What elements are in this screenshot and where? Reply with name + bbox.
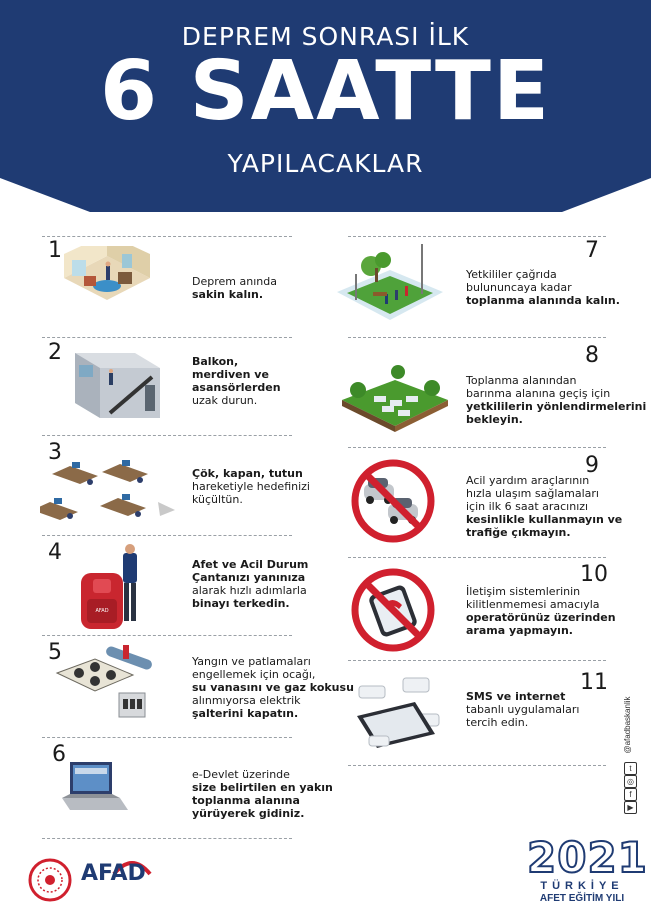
government-seal-icon bbox=[28, 858, 72, 902]
divider bbox=[42, 838, 292, 839]
step-text-line: sakin kalın. bbox=[192, 288, 264, 301]
step-text-line: Çantanızı yanınıza bbox=[192, 571, 306, 584]
building-stairs-illustration bbox=[65, 343, 165, 428]
step-text-line: binayı terkedin. bbox=[192, 597, 290, 610]
step-text bbox=[192, 558, 308, 610]
divider bbox=[348, 765, 606, 766]
divider bbox=[348, 337, 606, 338]
divider bbox=[42, 737, 292, 738]
step-text-line: merdiven ve bbox=[192, 368, 269, 381]
step-text-line: Balkon, bbox=[192, 355, 239, 368]
footer-year: 2021 bbox=[527, 833, 648, 882]
step-text-line: alarak hızlı adımlarla bbox=[192, 584, 307, 597]
step-text-line: arama yapmayın. bbox=[466, 624, 573, 637]
header-title: 6 SAATTE bbox=[100, 44, 551, 139]
step-text-line: trafiğe çıkmayın. bbox=[466, 526, 571, 539]
step-number: 3 bbox=[48, 440, 62, 465]
step-text bbox=[192, 275, 277, 301]
laptop-illustration bbox=[60, 758, 130, 818]
step-text-line: Yangın ve patlamaları bbox=[192, 655, 311, 668]
assembly-area-illustration bbox=[335, 240, 445, 328]
step-text-line: operatörünüz üzerinden bbox=[466, 611, 616, 624]
step-text-line: Acil yardım araçlarının bbox=[466, 474, 590, 487]
step-number: 8 bbox=[585, 343, 599, 368]
step-text-line: bulununcaya kadar bbox=[466, 281, 572, 294]
step-text-line: barınma alanına geçiş için bbox=[466, 387, 611, 400]
step-text bbox=[466, 268, 620, 307]
step-text-line: tercih edin. bbox=[466, 716, 529, 729]
step-text-line: kilitlenmemesi amacıyla bbox=[466, 598, 600, 611]
step-text-line: tabanlı uygulamaları bbox=[466, 703, 580, 716]
step-text bbox=[192, 355, 281, 407]
emergency-bag-illustration bbox=[75, 543, 155, 635]
instagram-icon[interactable]: ◎ bbox=[624, 775, 637, 788]
step-text-line: şalterini kapatın. bbox=[192, 707, 299, 720]
no-cars-illustration bbox=[350, 458, 436, 544]
step-text-line: yetkililerin yönlendirmelerini bbox=[466, 400, 647, 413]
step-text bbox=[466, 374, 646, 426]
step-text-line: asansörlerden bbox=[192, 381, 281, 394]
step-number: 10 bbox=[580, 562, 608, 587]
step-text bbox=[466, 690, 579, 729]
divider bbox=[348, 557, 606, 558]
divider bbox=[42, 535, 292, 536]
divider bbox=[42, 337, 292, 338]
step-text-line: için ilk 6 saat aracınızı bbox=[466, 500, 589, 513]
footer-campaign: AFET EĞİTİM YILI bbox=[539, 893, 625, 904]
step-text-line: SMS ve internet bbox=[466, 690, 566, 703]
divider bbox=[42, 435, 292, 436]
step-text-line: kesinlikle kullanmayın ve bbox=[466, 513, 623, 526]
social-handle: @afadbaskanlik bbox=[623, 696, 632, 754]
step-text bbox=[192, 467, 310, 506]
footer-country: TÜRKİYE bbox=[540, 880, 624, 892]
divider bbox=[42, 635, 292, 636]
divider bbox=[348, 236, 606, 237]
step-text bbox=[466, 474, 622, 539]
step-text-line: Afet ve Acil Durum bbox=[192, 558, 309, 571]
step-text-line: toplanma alanında kalın. bbox=[466, 294, 620, 307]
smartphone-apps-illustration bbox=[345, 672, 445, 762]
step-text-line: Çök, kapan, tutun bbox=[192, 467, 303, 480]
no-phone-call-illustration bbox=[350, 567, 436, 653]
header-banner bbox=[0, 0, 651, 215]
step-text-line: İletişim sistemlerinin bbox=[466, 585, 581, 598]
step-number: 9 bbox=[585, 453, 599, 478]
step-text-line: size belirtilen en yakın bbox=[192, 781, 333, 794]
step-text bbox=[192, 768, 333, 820]
header-line3: YAPILACAKLAR bbox=[227, 149, 424, 178]
header-line1: DEPREM SONRASI İLK bbox=[181, 22, 470, 51]
facebook-icon[interactable]: f bbox=[624, 788, 637, 801]
step-text-line: bekleyin. bbox=[466, 413, 523, 426]
step-text bbox=[192, 655, 354, 720]
step-text-line: Toplanma alanından bbox=[466, 374, 577, 387]
step-text-line: engellemek için ocağı, bbox=[192, 668, 316, 681]
step-number: 1 bbox=[48, 238, 62, 263]
step-text-line: küçültün. bbox=[192, 493, 243, 506]
step-number: 7 bbox=[585, 238, 599, 263]
step-text bbox=[466, 585, 616, 637]
step-number: 4 bbox=[48, 540, 62, 565]
youtube-icon[interactable]: ▶ bbox=[624, 801, 637, 814]
drop-cover-hold-illustration bbox=[40, 458, 175, 528]
step-text-line: su vanasını ve gaz kokusu bbox=[192, 681, 354, 694]
step-text-line: Deprem anında bbox=[192, 275, 277, 288]
stove-valve-switch-illustration bbox=[55, 645, 170, 725]
step-text-line: alınmıyorsa elektrik bbox=[192, 694, 301, 707]
svg-text:AFAD: AFAD bbox=[95, 608, 109, 614]
afad-logo-text: AFAD bbox=[81, 861, 146, 886]
step-number: 11 bbox=[580, 670, 608, 695]
step-text-line: toplanma alanına bbox=[192, 794, 300, 807]
step-text-line: hareketiyle hedefinizi bbox=[192, 480, 310, 493]
room-illustration bbox=[62, 246, 152, 326]
shelter-camp-illustration bbox=[340, 360, 450, 435]
step-text-line: uzak durun. bbox=[192, 394, 258, 407]
step-number: 6 bbox=[52, 742, 66, 767]
step-text-line: Yetkililer çağrıda bbox=[466, 268, 557, 281]
step-text-line: yürüyerek gidiniz. bbox=[192, 807, 305, 820]
step-number: 2 bbox=[48, 340, 62, 365]
step-number: 5 bbox=[48, 640, 62, 665]
step-text-line: hızla ulaşım sağlamaları bbox=[466, 487, 599, 500]
step-text-line: e-Devlet üzerinde bbox=[192, 768, 290, 781]
divider bbox=[348, 447, 606, 448]
twitter-icon[interactable]: t bbox=[624, 762, 637, 775]
divider bbox=[348, 660, 606, 661]
divider bbox=[42, 236, 292, 237]
